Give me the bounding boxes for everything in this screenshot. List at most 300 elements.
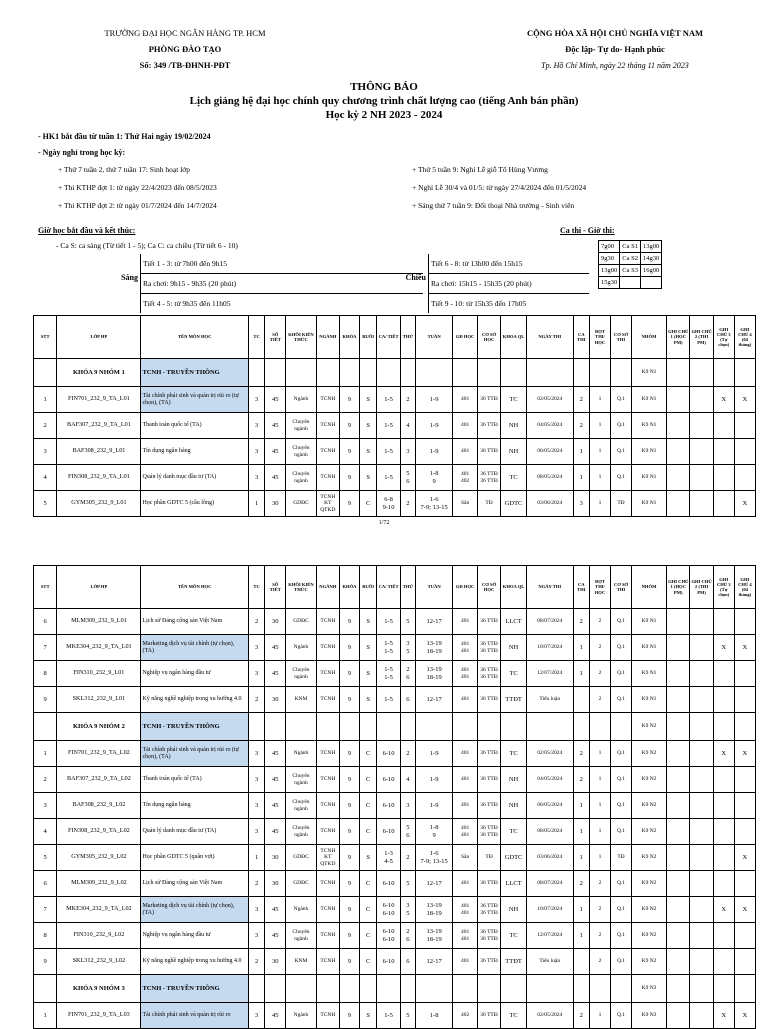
cell-g4 xyxy=(734,439,755,465)
cell-dot: 2 xyxy=(589,897,610,923)
note-right-2: + Nghỉ Lễ 30/4 và 01/5: từ ngày 27/4/2024 đến 01/5/2024 xyxy=(412,183,587,192)
column-header: KHOA QL xyxy=(501,566,527,609)
cell-g4 xyxy=(734,793,755,819)
cell-ca: 1-5 xyxy=(377,439,400,465)
semester-start: - HK1 bắt đầu từ tuần 1: Thứ Hai ngày 19/02/2024 xyxy=(38,132,211,141)
cell-csthi: TĐ xyxy=(610,845,631,871)
cell-dot: 1 xyxy=(589,845,610,871)
cell-csthi: Q.1 xyxy=(610,413,631,439)
cell-ca: 1-5 1-5 xyxy=(377,635,400,661)
cell-tuan: 1-9 xyxy=(415,387,452,413)
cell-gd: 401 xyxy=(453,687,478,713)
cell-tuan: 1-6 7-9; 13-15 xyxy=(415,845,452,871)
cell-khoa: 9 xyxy=(340,741,360,767)
cell-mon: Học phần GDTC 5 (cầu lông) xyxy=(141,491,248,517)
cell-lop: FIN701_232_9_TA_L02 xyxy=(57,741,141,767)
nation-title: CỘNG HÒA XÃ HỘI CHỦ NGHĨA VIỆT NAM xyxy=(526,28,704,38)
cell-csthi: Q.1 xyxy=(610,767,631,793)
cell-nganh: TCNH KT QTKD xyxy=(316,491,339,517)
column-header: GĐ HỌC xyxy=(453,566,478,609)
cell-ca: 1-5 1-5 xyxy=(377,661,400,687)
cell-cathi: 1 xyxy=(573,845,589,871)
cell-tc: 1 xyxy=(248,845,264,871)
cell-khoi: KNM xyxy=(286,687,316,713)
cell-buoi: S xyxy=(359,687,377,713)
cell-stt: 3 xyxy=(34,793,57,819)
cell-g4 xyxy=(734,949,755,975)
cell-mon: Quản lý danh mục đầu tư (TA) xyxy=(141,465,248,491)
cell-ngay: 10/07/2024 xyxy=(526,897,573,923)
cell-tiet: 45 xyxy=(265,1003,286,1029)
cell-khoa: 9 xyxy=(340,609,360,635)
cell-csthi: Q.1 xyxy=(610,661,631,687)
cell-ca: 1-5 xyxy=(377,465,400,491)
cell-nganh: TCNH xyxy=(316,1003,339,1029)
cell-cs: TĐ xyxy=(477,491,500,517)
cell-tuan: 13-19 18-19 xyxy=(415,897,452,923)
cell-g4: X xyxy=(734,1003,755,1029)
cell-khoi: Chuyên ngành xyxy=(286,413,316,439)
column-header: KHOA QL xyxy=(501,316,527,359)
cell-stt: 1 xyxy=(34,741,57,767)
cell-kql: TTĐT xyxy=(501,687,527,713)
cell-csthi: Q.1 xyxy=(610,793,631,819)
cell-g1 xyxy=(667,491,690,517)
cell-stt: 1 xyxy=(34,1003,57,1029)
cell-ngay: 04/05/2024 xyxy=(526,767,573,793)
cell-g2 xyxy=(690,635,713,661)
cell-ca: 6-10 xyxy=(377,871,400,897)
cell-buoi: S xyxy=(359,609,377,635)
cell-buoi: C xyxy=(359,923,377,949)
cell-lop: FIN701_232_9_TA_L01 xyxy=(57,387,141,413)
cell-ngay: 12/07/2024 xyxy=(526,661,573,687)
cell-thu: 3 5 xyxy=(400,635,415,661)
cell-nganh: TCNH xyxy=(316,439,339,465)
cell-tc: 3 xyxy=(248,793,264,819)
cell-stt: 8 xyxy=(34,923,57,949)
cell-stt: 2 xyxy=(34,767,57,793)
cell-tuan: 13-19 18-19 xyxy=(415,923,452,949)
cell-g3: X xyxy=(713,635,734,661)
cell-nganh: TCNH xyxy=(316,949,339,975)
cell-tuan: 1-9 xyxy=(415,767,452,793)
cell-gd: 401 xyxy=(453,949,478,975)
cell-tc: 3 xyxy=(248,413,264,439)
cell-g2 xyxy=(690,465,713,491)
cell-stt: 1 xyxy=(34,387,57,413)
cell-dot: 2 xyxy=(589,635,610,661)
cell-cs: 36 TTĐ xyxy=(477,609,500,635)
cell-cathi: 1 xyxy=(573,923,589,949)
motto: Độc lập- Tự do- Hạnh phúc xyxy=(565,44,665,54)
cell-csthi: Q.1 xyxy=(610,897,631,923)
cell-mon: Tài chính phái sinh và quản trị rủi ro (tự chọn), (TA) xyxy=(141,741,248,767)
cell-stt: 9 xyxy=(34,687,57,713)
cell-dot: 1 xyxy=(589,819,610,845)
cell-tc: 2 xyxy=(248,687,264,713)
table-row xyxy=(34,687,756,713)
cell-dot: 1 xyxy=(589,741,610,767)
cell-g2 xyxy=(690,687,713,713)
exam-time-cell: 9g30 xyxy=(599,253,620,265)
exam-time-cell xyxy=(640,277,661,289)
cell-khoa: 9 xyxy=(340,819,360,845)
cell-ca: 1-5 xyxy=(377,387,400,413)
cell-cs: 36 TTĐ xyxy=(477,439,500,465)
cell-ca: 6-10 xyxy=(377,949,400,975)
afternoon-label: Chiều xyxy=(405,273,426,282)
cell-mon: Thanh toán quốc tế (TA) xyxy=(141,767,248,793)
cell-cs: 36 TTĐ xyxy=(477,413,500,439)
cell-buoi: S xyxy=(359,1003,377,1029)
cell-lop: MLM309_232_9_L01 xyxy=(57,609,141,635)
cell-lop: FIN701_232_9_TA_L03 xyxy=(57,1003,141,1029)
column-header: TC xyxy=(248,316,264,359)
cell-gd: 401 401 xyxy=(453,661,478,687)
cell-nhom: K9 N2 xyxy=(632,767,667,793)
exam-time-cell: 13g00 xyxy=(640,241,661,253)
column-header: BUỔI xyxy=(359,316,377,359)
cell-khoa: 9 xyxy=(340,767,360,793)
cell-tc: 3 xyxy=(248,897,264,923)
cell-thu: 5 6 xyxy=(400,819,415,845)
note-left-3: + Thi KTHP đợt 2: từ ngày 01/7/2024 đến 14/7/2024 xyxy=(58,201,217,210)
note-left-1: + Thứ 7 tuần 2, thứ 7 tuần 17: Sinh hoạt lớp xyxy=(58,165,191,174)
group-nhom: K9 N2 xyxy=(632,713,667,741)
column-header: STT xyxy=(34,566,57,609)
cell-gd: Sân xyxy=(453,491,478,517)
table-row xyxy=(34,465,756,491)
cell-kql: LLCT xyxy=(501,871,527,897)
cell-ngay: 10/07/2024 xyxy=(526,635,573,661)
column-header: NGÀNH xyxy=(316,316,339,359)
table-row xyxy=(34,609,756,635)
cell-nhom: K9 N2 xyxy=(632,949,667,975)
column-header: GHI CHÚ 1 (HỌC PM) xyxy=(667,316,690,359)
cell-kql: LLCT xyxy=(501,609,527,635)
cell-cs: 36 TTĐ 36 TTĐ xyxy=(477,635,500,661)
cell-khoa: 9 xyxy=(340,923,360,949)
cell-lop: GYM305_232_9_L01 xyxy=(57,491,141,517)
cell-khoi: Chuyên ngành xyxy=(286,465,316,491)
column-header: GHI CHÚ 1 (HỌC PM) xyxy=(667,566,690,609)
cell-g4 xyxy=(734,661,755,687)
cell-tc: 3 xyxy=(248,923,264,949)
cell-cathi: 2 xyxy=(573,387,589,413)
cell-cs: 36 TTĐ 36 TTĐ xyxy=(477,661,500,687)
column-header: NHÓM xyxy=(632,316,667,359)
cell-khoi: Chuyên ngành xyxy=(286,767,316,793)
cell-kql: GDTC xyxy=(501,491,527,517)
cell-cathi: 1 xyxy=(573,439,589,465)
cell-khoi: GDĐC xyxy=(286,871,316,897)
cell-g1 xyxy=(667,1003,690,1029)
column-header: KHỐI KIẾN THỨC xyxy=(286,566,316,609)
cell-stt: 2 xyxy=(34,413,57,439)
table-row xyxy=(34,387,756,413)
cell-stt: 7 xyxy=(34,635,57,661)
cell-kql: GDTC xyxy=(501,845,527,871)
cell-buoi: C xyxy=(359,793,377,819)
cell-gd: 401 401 xyxy=(453,819,478,845)
cell-mon: Tài chính phái sinh và quản trị rủi ro xyxy=(141,1003,248,1029)
cell-dot: 1 xyxy=(589,439,610,465)
cell-tiet: 45 xyxy=(265,439,286,465)
cell-cs: 36 TTĐ 36 TTĐ xyxy=(477,897,500,923)
cell-cs: 36 TTĐ 36 TTĐ xyxy=(477,923,500,949)
exam-time-cell: 16g00 xyxy=(640,265,661,277)
cell-mon: Tín dụng ngân hàng xyxy=(141,439,248,465)
cell-ca: 6-8 9-10 xyxy=(377,491,400,517)
cell-ngay: Tiểu luận xyxy=(526,949,573,975)
column-header: SỐ TIẾT xyxy=(265,566,286,609)
cell-nganh: TCNH xyxy=(316,635,339,661)
group-subject: TCNH - TRUYỀN THÔNG xyxy=(141,975,248,1003)
cell-khoi: GDĐC xyxy=(286,609,316,635)
cell-gd: 401 xyxy=(453,767,478,793)
column-header: TUẦN xyxy=(415,316,452,359)
cell-g3 xyxy=(713,819,734,845)
cell-mon: Lịch sử Đảng cộng sản Việt Nam xyxy=(141,609,248,635)
column-header: GHI CHÚ 2 (THI PM) xyxy=(690,316,713,359)
cell-buoi: S xyxy=(359,465,377,491)
cell-nhom: K9 N2 xyxy=(632,793,667,819)
cell-ca: 6-10 xyxy=(377,741,400,767)
cell-kql: NH xyxy=(501,793,527,819)
cell-tuan: 1-8 xyxy=(415,1003,452,1029)
cell-dot: 2 xyxy=(589,661,610,687)
cell-g3 xyxy=(713,871,734,897)
cell-g3 xyxy=(713,465,734,491)
column-header: THỨ xyxy=(400,566,415,609)
schedule-table-1 xyxy=(33,315,756,517)
cell-khoi: GDĐC xyxy=(286,491,316,517)
cell-g1 xyxy=(667,413,690,439)
cell-mon: Học phần GDTC 5 (quần vợt) xyxy=(141,845,248,871)
column-header: ĐỢT THI/ HỌC xyxy=(589,316,610,359)
cell-mon: Nghiệp vụ ngân hàng đầu tư xyxy=(141,661,248,687)
cell-stt: 8 xyxy=(34,661,57,687)
column-header: GHI CHÚ 4 (04 tháng) xyxy=(734,316,755,359)
cell-g1 xyxy=(667,661,690,687)
cell-tuan: 12-17 xyxy=(415,949,452,975)
column-header: KHỐI KIẾN THỨC xyxy=(286,316,316,359)
cell-thu: 2 xyxy=(400,845,415,871)
column-header: THỨ xyxy=(400,316,415,359)
cell-nhom: K9 N1 xyxy=(632,609,667,635)
cell-ngay: 03/06/2024 xyxy=(526,845,573,871)
cell-khoa: 9 xyxy=(340,687,360,713)
column-header: NGÀY THI xyxy=(526,316,573,359)
column-header: GHI CHÚ 4 (04 tháng) xyxy=(734,566,755,609)
column-header: NHÓM xyxy=(632,566,667,609)
cell-buoi: S xyxy=(359,635,377,661)
cell-thu: 3 xyxy=(400,439,415,465)
cell-cs: 36 TTĐ xyxy=(477,687,500,713)
cell-buoi: S xyxy=(359,845,377,871)
exam-time-cell xyxy=(620,277,641,289)
cell-g1 xyxy=(667,819,690,845)
cell-stt: 5 xyxy=(34,845,57,871)
cell-ngay: Tiểu luận xyxy=(526,687,573,713)
cell-cathi: 1 xyxy=(573,793,589,819)
cell-nhom: K9 N1 xyxy=(632,465,667,491)
cell-csthi: TĐ xyxy=(610,491,631,517)
cell-gd: 401 xyxy=(453,741,478,767)
cell-lop: MKE304_232_9_TA_L01 xyxy=(57,635,141,661)
cell-gd: 401 xyxy=(453,413,478,439)
cell-tiet: 30 xyxy=(265,845,286,871)
cell-g2 xyxy=(690,491,713,517)
place-date: Tp. Hồ Chí Minh, ngày 22 tháng 11 năm 2023 xyxy=(541,61,689,70)
cell-tuan: 13-19 18-19 xyxy=(415,661,452,687)
table-row xyxy=(34,439,756,465)
cell-khoa: 9 xyxy=(340,439,360,465)
cell-tiet: 45 xyxy=(265,661,286,687)
group-name: KHÓA 9 NHÓM 3 xyxy=(57,975,141,1003)
cell-g2 xyxy=(690,609,713,635)
column-header: KHÓA xyxy=(340,566,360,609)
cell-nganh: TCNH KT QTKD xyxy=(316,845,339,871)
group-subject: TCNH - TRUYỀN THÔNG xyxy=(141,713,248,741)
cell-nhom: K9 N1 xyxy=(632,387,667,413)
cell-tuan: 1-8 9 xyxy=(415,819,452,845)
cell-dot: 1 xyxy=(589,767,610,793)
cell-g1 xyxy=(667,387,690,413)
cell-tiet: 30 xyxy=(265,871,286,897)
department: PHÒNG ĐÀO TẠO xyxy=(148,44,222,54)
cell-ngay: 08/05/2024 xyxy=(526,819,573,845)
cell-cathi: 2 xyxy=(573,1003,589,1029)
cell-khoi: Chuyên ngành xyxy=(286,923,316,949)
semester-title: Học kỳ 2 NH 2023 - 2024 xyxy=(325,109,443,121)
column-header: GHI CHÚ 3 (Tự chọn) xyxy=(713,316,734,359)
cell-g3 xyxy=(713,491,734,517)
cell-kql: NH xyxy=(501,635,527,661)
cell-lop: FIN310_232_9_L01 xyxy=(57,661,141,687)
cell-khoi: Ngành xyxy=(286,741,316,767)
cell-mon: Tín dụng ngân hàng xyxy=(141,793,248,819)
cell-ca: 1-5 xyxy=(377,1003,400,1029)
cell-ca: 6-10 6-10 xyxy=(377,923,400,949)
cell-g3 xyxy=(713,767,734,793)
cell-nhom: K9 N1 xyxy=(632,491,667,517)
cell-csthi: Q.1 xyxy=(610,1003,631,1029)
cell-tc: 3 xyxy=(248,741,264,767)
cell-mon: Quản lý danh mục đầu tư (TA) xyxy=(141,819,248,845)
cell-tc: 2 xyxy=(248,871,264,897)
cell-g3 xyxy=(713,687,734,713)
cell-khoi: Ngành xyxy=(286,387,316,413)
cell-g4 xyxy=(734,413,755,439)
cell-thu: 2 xyxy=(400,387,415,413)
cell-g2 xyxy=(690,949,713,975)
cell-nhom: K9 N2 xyxy=(632,897,667,923)
cell-kql: NH xyxy=(501,897,527,923)
cell-kql: NH xyxy=(501,439,527,465)
cell-g1 xyxy=(667,767,690,793)
column-header: CA THI xyxy=(573,316,589,359)
cell-dot: 1 xyxy=(589,1003,610,1029)
cell-thu: 5 xyxy=(400,1003,415,1029)
cell-khoi: Chuyên ngành xyxy=(286,793,316,819)
cell-g4 xyxy=(734,819,755,845)
cell-g3: X xyxy=(713,897,734,923)
cell-cs: 36 TTĐ xyxy=(477,871,500,897)
cell-mon: Lịch sử Đảng cộng sản Việt Nam xyxy=(141,871,248,897)
cell-mon: Thanh toán quốc tế (TA) xyxy=(141,413,248,439)
cell-tc: 2 xyxy=(248,949,264,975)
cell-ngay: 06/05/2024 xyxy=(526,439,573,465)
cell-tuan: 1-6 7-9; 13-15 xyxy=(415,491,452,517)
cell-g2 xyxy=(690,923,713,949)
cell-g3 xyxy=(713,793,734,819)
table-row xyxy=(34,741,756,767)
cell-dot: 1 xyxy=(589,413,610,439)
cell-csthi: Q.1 xyxy=(610,465,631,491)
cell-ngay: 02/05/2024 xyxy=(526,1003,573,1029)
cell-g4: X xyxy=(734,387,755,413)
cell-khoa: 9 xyxy=(340,491,360,517)
cell-ca: 6-10 xyxy=(377,793,400,819)
cell-g4 xyxy=(734,687,755,713)
cell-tiet: 30 xyxy=(265,687,286,713)
cell-thu: 5 6 xyxy=(400,465,415,491)
cell-g1 xyxy=(667,949,690,975)
cell-nhom: K9 N2 xyxy=(632,923,667,949)
cell-stt: 4 xyxy=(34,819,57,845)
cell-tiet: 45 xyxy=(265,819,286,845)
cell-csthi: Q.1 xyxy=(610,609,631,635)
morning-time-1: Tiết 1 - 3: từ 7h00 đến 9h15 xyxy=(143,259,227,268)
cell-nganh: TCNH xyxy=(316,661,339,687)
exam-time-cell: 14g30 xyxy=(640,253,661,265)
cell-nhom: K9 N2 xyxy=(632,819,667,845)
cell-ngay: 08/07/2024 xyxy=(526,609,573,635)
cell-kql: NH xyxy=(501,413,527,439)
cell-gd: 401 401 xyxy=(453,923,478,949)
cell-gd: 401 402 xyxy=(453,465,478,491)
cell-g3 xyxy=(713,413,734,439)
cell-gd: 401 xyxy=(453,871,478,897)
cell-thu: 2 xyxy=(400,491,415,517)
cell-lop: BAF308_232_9_L02 xyxy=(57,793,141,819)
exam-times-table xyxy=(598,240,662,289)
cell-kql: NH xyxy=(501,767,527,793)
cell-ngay: 06/05/2024 xyxy=(526,793,573,819)
cell-g1 xyxy=(667,687,690,713)
cell-tc: 3 xyxy=(248,819,264,845)
column-header: SỐ TIẾT xyxy=(265,316,286,359)
exam-time-cell: Ca S2 xyxy=(620,253,641,265)
cell-cathi: 1 xyxy=(573,635,589,661)
column-header: NGÀNH xyxy=(316,566,339,609)
cell-g2 xyxy=(690,413,713,439)
cell-ca: 1-3 4-5 xyxy=(377,845,400,871)
cell-tiet: 45 xyxy=(265,465,286,491)
cell-g2 xyxy=(690,845,713,871)
cell-khoa: 9 xyxy=(340,871,360,897)
cell-buoi: C xyxy=(359,741,377,767)
cell-g4: X xyxy=(734,897,755,923)
cell-cs: 36 TTĐ xyxy=(477,793,500,819)
cell-stt: 4 xyxy=(34,465,57,491)
cell-mon: Marketing dịch vụ tài chính (tự chọn), (TA) xyxy=(141,635,248,661)
cell-cathi: 2 xyxy=(573,609,589,635)
table-row xyxy=(34,1003,756,1029)
cell-g2 xyxy=(690,741,713,767)
